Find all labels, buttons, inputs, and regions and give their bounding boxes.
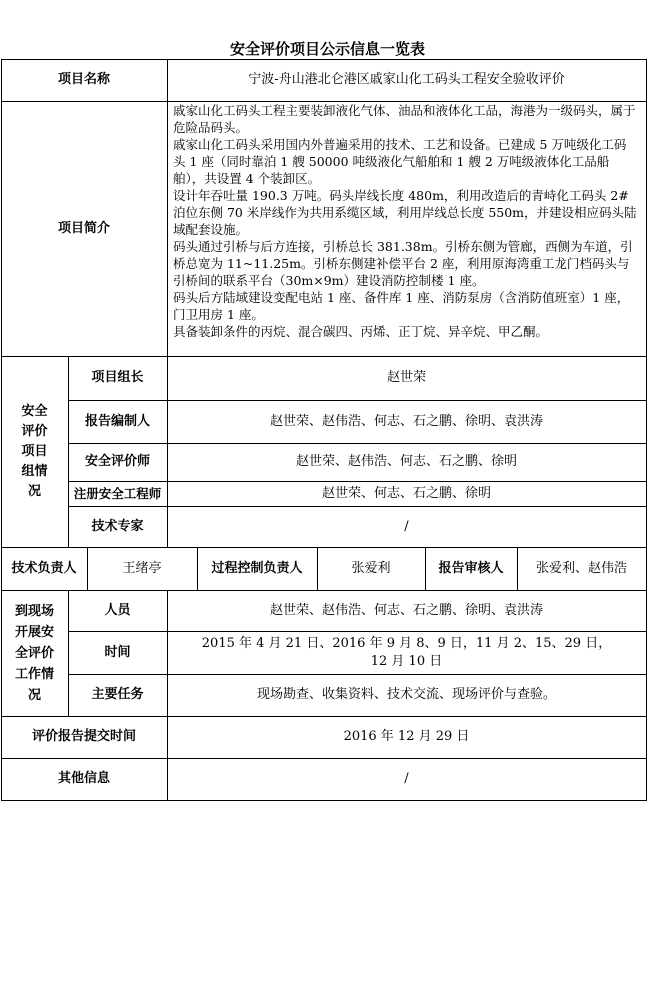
- onsite-group-label-line: 到现场: [14, 603, 54, 619]
- other-info-value: /: [404, 771, 409, 786]
- onsite-group-label-line: 全评价: [14, 645, 54, 661]
- registered-engineer-label: 注册安全工程师: [73, 485, 162, 501]
- onsite-time-label: 时间: [104, 644, 131, 660]
- tech-expert-label: 技术专家: [91, 518, 144, 534]
- project-name-value: 宁波-舟山港北仑港区戚家山化工码头工程安全验收评价: [248, 72, 565, 87]
- safety-evaluator-value: 赵世荣、赵伟浩、何志、石之鹏、徐明: [295, 454, 517, 469]
- onsite-group-label: [1, 590, 68, 716]
- intro-paragraph: 戚家山化工码头工程主要装卸液化气体、油品和液体化工品，海港为一级码头，属于危险品码头。: [173, 103, 636, 135]
- other-info-label: 其他信息: [57, 771, 110, 786]
- project-name-label: 项目名称: [57, 72, 110, 87]
- submit-time-label: 评价报告提交时间: [31, 729, 136, 744]
- project-intro-label: 项目简介: [57, 220, 110, 236]
- team-group-label-line: 项目: [21, 443, 48, 459]
- team-group-label-line: 组情: [21, 463, 48, 479]
- registered-engineer-value: 赵世荣、何志、石之鹏、徐明: [321, 485, 491, 501]
- intro-paragraph: 码头通过引桥与后方连接，引桥总长 381.38m。引桥东侧为管廊，西侧为车道，引桥总宽为 11~11.25m。引桥东侧建补偿平台 2 座，利用原海湾重工龙门档码头与引桥间的联系平台（30m×9m）建设消防控制楼 1 座。: [173, 239, 633, 288]
- safety-evaluator-label: 安全评价师: [84, 454, 150, 469]
- report-reviewer-label: 报告审核人: [438, 560, 504, 576]
- onsite-time-line: 2015 年 4 月 21 日、2016 年 9 月 8、9 日，11 月 2、15、29 日，: [201, 635, 612, 651]
- process-control-value: 张爱利: [351, 560, 391, 576]
- onsite-task-label: 主要任务: [91, 687, 144, 702]
- onsite-staff-value: 赵世荣、赵伟浩、何志、石之鹏、徐明、袁洪涛: [269, 602, 543, 618]
- tech-expert-value: /: [404, 518, 409, 534]
- team-group-label-line: 况: [27, 483, 41, 499]
- process-control-label: 过程控制负责人: [211, 560, 303, 576]
- intro-paragraph: 戚家山化工码头采用国内外普遍采用的技术、工艺和设备。已建成 5 万吨级化工码头 1 座（同时靠泊 1 艘 50000 吨级液化气船舶和 1 艘 2 万吨级液体化工品船舶），共设置 4 个装卸区。: [173, 137, 627, 186]
- onsite-time-value: [167, 631, 646, 674]
- onsite-group-label-line: 况: [27, 687, 41, 703]
- tech-lead-label: 技术负责人: [11, 560, 77, 576]
- onsite-task-value: 现场勘查、收集资料、技术交流、现场评价与查验。: [256, 687, 556, 702]
- report-author-label: 报告编制人: [84, 413, 150, 429]
- team-group-label-line: 评价: [21, 423, 48, 439]
- onsite-staff-label: 人员: [104, 602, 131, 618]
- submit-time-value: 2016 年 12 月 29 日: [343, 729, 470, 744]
- report-author-value: 赵世荣、赵伟浩、何志、石之鹏、徐明、袁洪涛: [269, 413, 543, 429]
- onsite-time-line: 12 月 10 日: [370, 653, 443, 669]
- onsite-group-label-line: 工作情: [14, 666, 54, 682]
- team-leader-label: 项目组长: [91, 370, 144, 385]
- report-reviewer-value: 张爱利、赵伟浩: [535, 560, 627, 576]
- team-leader-value: 赵世荣: [386, 370, 426, 385]
- team-group-label-line: 安全: [21, 403, 48, 419]
- team-group-label: [1, 356, 68, 547]
- intro-paragraph: 具备装卸条件的丙烷、混合碳四、丙烯、正丁烷、异辛烷、甲乙酮。: [173, 324, 549, 339]
- intro-paragraph: 设计年吞吐量 190.3 万吨。码头岸线长度 480m，利用改造后的青峙化工码头 2#泊位东侧 70 米岸线作为共用系缆区域，利用岸线总长度 550m，并建设相应码头陆域配套设施。: [173, 188, 637, 237]
- onsite-group-label-line: 开展安: [14, 624, 54, 640]
- project-intro-text: [173, 102, 638, 340]
- intro-paragraph: 码头后方陆域建设变配电站 1 座、备件库 1 座、消防泵房（含消防值班室）1 座，门卫用房 1 座。: [173, 290, 630, 322]
- page-title: 安全评价项目公示信息一览表: [229, 40, 425, 58]
- tech-lead-value: 王绪亭: [122, 560, 162, 576]
